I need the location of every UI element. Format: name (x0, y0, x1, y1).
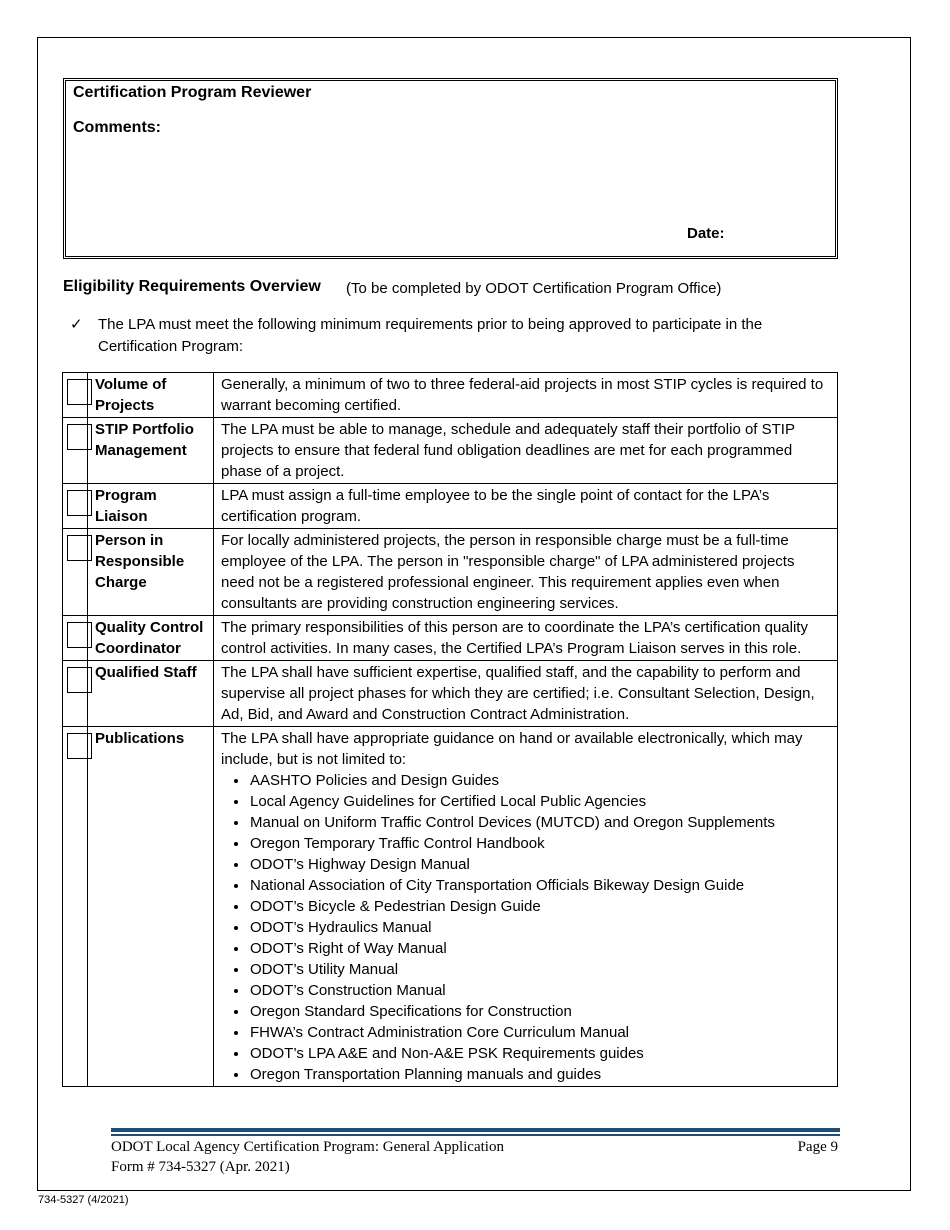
intro-text (98, 314, 830, 358)
footer-info (111, 1137, 504, 1177)
intro-line: The LPA must meet the following minimum requirements prior to being approved to participate in the (98, 316, 763, 333)
requirement-row (63, 616, 838, 661)
requirement-label: Quality Control Coordinator (88, 616, 214, 661)
requirement-label: Publications (88, 727, 214, 1087)
requirement-row (63, 373, 838, 418)
date-label: Date: (687, 225, 725, 242)
requirement-row (63, 661, 838, 727)
eligibility-heading: Eligibility Requirements Overview (63, 278, 321, 295)
publication-item: • Local Agency Guidelines for Certified Local Public Agencies (249, 791, 830, 812)
publication-item: • Oregon Standard Specifications for Construction (249, 1001, 830, 1022)
publication-item: • ODOT’s Highway Design Manual (249, 854, 830, 875)
reviewer-comments-box (63, 78, 838, 259)
requirement-description: The LPA shall have sufficient expertise, qualified staff, and the capability to perform and supervise all project phases for which they are certified; i.e. Consultant Selection, Design, Ad, Bid, and Award and Construction Contract Administration. (214, 661, 838, 727)
publication-item: • National Association of City Transportation Officials Bikeway Design Guide (249, 875, 830, 896)
publication-item: • Oregon Transportation Planning manuals and guides (249, 1064, 830, 1085)
eligibility-note: (To be completed by ODOT Certification Program Office) (346, 280, 722, 297)
comments-label: Comments: (73, 119, 162, 136)
requirements-table (62, 372, 838, 1087)
publication-item: • ODOT’s Hydraulics Manual (249, 917, 830, 938)
publications-list (221, 770, 830, 1085)
publication-item: • ODOT’s Utility Manual (249, 959, 830, 980)
publication-item: • FHWA’s Contract Administration Core Curriculum Manual (249, 1022, 830, 1043)
form-code: 734-5327 (4/2021) (38, 1194, 129, 1206)
requirement-row (63, 529, 838, 616)
footer-program: ODOT Local Agency Certification Program: General Application (111, 1139, 504, 1155)
publication-item: • Oregon Temporary Traffic Control Handbook (249, 833, 830, 854)
requirement-description: The LPA must be able to manage, schedule and adequately staff their portfolio of STIP projects to ensure that federal fund obligation deadlines are met for each programmed phase of a project. (214, 418, 838, 484)
requirement-description (214, 727, 838, 1087)
publication-item: • ODOT’s Right of Way Manual (249, 938, 830, 959)
footer-rule (111, 1128, 840, 1132)
reviewer-title: Certification Program Reviewer (73, 84, 312, 101)
publication-item: • AASHTO Policies and Design Guides (249, 770, 830, 791)
checkmark-icon: ✓ (70, 316, 83, 333)
requirement-label: Volume of Projects (88, 373, 214, 418)
publications-intro: The LPA shall have appropriate guidance on hand or available electronically, which may include, but is not limited to: (221, 730, 803, 768)
requirement-label: STIP Portfolio Management (88, 418, 214, 484)
requirement-label: Qualified Staff (88, 661, 214, 727)
requirement-label: Program Liaison (88, 484, 214, 529)
requirement-label: Person in Responsible Charge (88, 529, 214, 616)
requirement-row (63, 484, 838, 529)
requirement-description: The primary responsibilities of this person are to coordinate the LPA’s certification quality control activities. In many cases, the Certified LPA’s Program Liaison serves in this role. (214, 616, 838, 661)
eligibility-intro (70, 314, 830, 358)
publication-item: • Manual on Uniform Traffic Control Devices (MUTCD) and Oregon Supplements (249, 812, 830, 833)
publication-item: • ODOT’s Construction Manual (249, 980, 830, 1001)
footer-form-number: Form # 734-5327 (Apr. 2021) (111, 1159, 290, 1175)
footer-rule (111, 1134, 840, 1136)
intro-line: Certification Program: (98, 338, 244, 355)
page-number: Page 9 (797, 1139, 838, 1155)
requirement-description: LPA must assign a full-time employee to be the single point of contact for the LPA’s certification program. (214, 484, 838, 529)
requirement-row (63, 418, 838, 484)
requirement-description: Generally, a minimum of two to three federal-aid projects in most STIP cycles is required to warrant becoming certified. (214, 373, 838, 418)
publication-item: • ODOT’s Bicycle & Pedestrian Design Guide (249, 896, 830, 917)
requirement-description: For locally administered projects, the person in responsible charge must be a full-time employee of the LPA. The person in "responsible charge" of LPA administered projects need not be a registered professional engineer. This requirement applies even when consultants are providing construction engineering services. (214, 529, 838, 616)
publication-item: • ODOT’s LPA A&E and Non-A&E PSK Requirements guides (249, 1043, 830, 1064)
requirement-row (63, 727, 838, 1087)
